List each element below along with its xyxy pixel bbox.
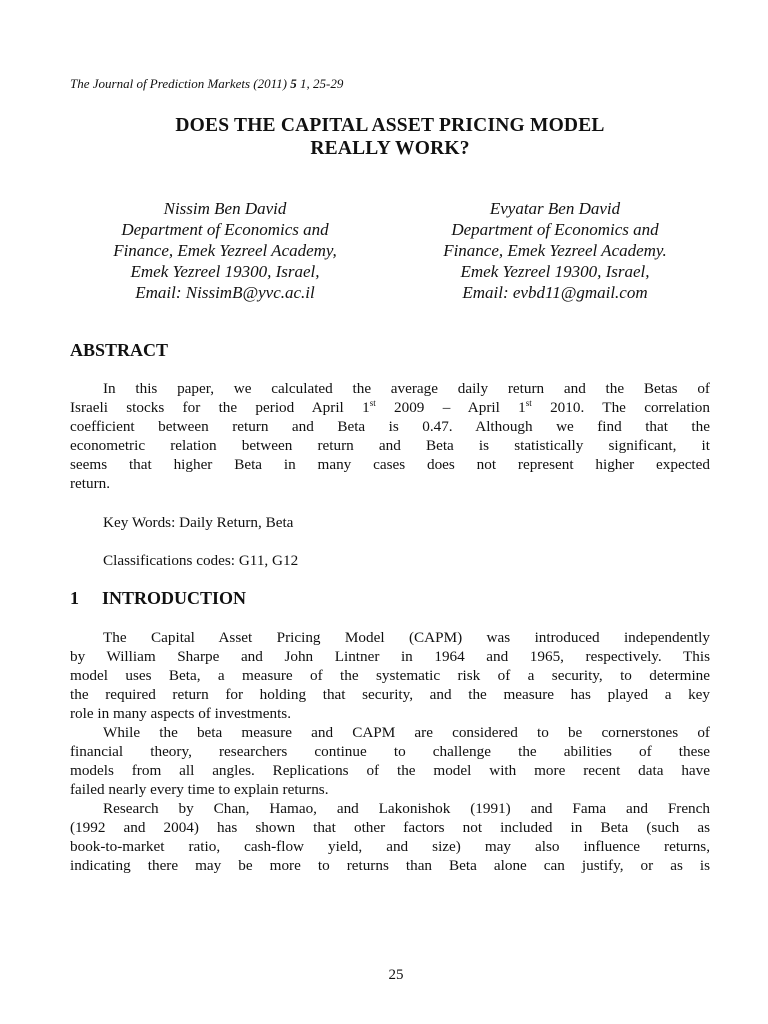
intro-line: model uses Beta, a measure of the systematic risk of a security, to determine: [70, 667, 710, 684]
author-name: Nissim Ben David: [163, 199, 287, 218]
intro-line: While the beta measure and CAPM are considered to be cornerstones of: [103, 724, 710, 741]
author-1: [70, 198, 380, 303]
abstract-line: In this paper, we calculated the average daily return and the Betas of: [103, 380, 710, 397]
abstract-paragraph: [70, 379, 710, 493]
journal-issue-pages: 1, 25-29: [300, 76, 344, 91]
intro-line: the required return for holding that security, and the measure has played a key: [70, 686, 710, 703]
introduction-heading: [70, 588, 246, 609]
abstract-line: [70, 398, 710, 417]
abstract-line: return.: [70, 475, 111, 492]
intro-line: The Capital Asset Pricing Model (CAPM) was introduced independently: [103, 629, 710, 646]
section-number: 1: [70, 588, 79, 608]
author-block: [70, 198, 710, 308]
abstract-heading: ABSTRACT: [70, 340, 169, 360]
intro-line: book-to-market ratio, cash-flow yield, and size) may also influence returns,: [70, 838, 710, 855]
intro-paragraph-2: [70, 723, 710, 799]
abstract-text: Israeli stocks for the period April 1: [70, 399, 370, 416]
journal-volume: 5: [290, 76, 297, 91]
intro-line: models from all angles. Replications of the model with more recent data have: [70, 762, 710, 779]
superscript: st: [525, 398, 532, 408]
intro-line: failed nearly every time to explain returns.: [70, 781, 329, 798]
keywords: Key Words: Daily Return, Beta: [103, 514, 294, 531]
superscript: st: [369, 398, 376, 408]
intro-line: (1992 and 2004) has shown that other factors not included in Beta (such as: [70, 819, 710, 836]
abstract-line: econometric relation between return and Beta is statistically significant, it: [70, 437, 710, 454]
classification-codes: Classifications codes: G11, G12: [103, 552, 299, 569]
intro-line: by William Sharpe and John Lintner in 1964 and 1965, respectively. This: [70, 648, 710, 665]
intro-paragraph-1: [70, 628, 710, 723]
abstract-line: seems that higher Beta in many cases does not represent higher expected: [70, 456, 710, 473]
title-line-2: REALLY WORK?: [310, 138, 470, 159]
intro-line: financial theory, researchers continue to challenge the abilities of these: [70, 743, 710, 760]
author-affiliation: Finance, Emek Yezreel Academy.: [443, 241, 667, 260]
page-number: 25: [388, 967, 404, 983]
section-title: INTRODUCTION: [102, 588, 247, 608]
abstract-text: 2009 – April 1: [375, 399, 526, 416]
journal-name: The Journal of Prediction Markets (2011): [70, 76, 287, 91]
journal-citation: [70, 76, 343, 92]
author-address: Emek Yezreel 19300, Israel,: [130, 262, 320, 281]
abstract-line: coefficient between return and Beta is 0.47. Although we find that the: [70, 418, 710, 435]
author-2: [400, 198, 710, 303]
abstract-text: 2010. The correlation: [531, 399, 710, 416]
intro-line: indicating there may be more to returns than Beta alone can justify, or as is: [70, 857, 710, 874]
intro-line: role in many aspects of investments.: [70, 705, 292, 722]
author-address: Emek Yezreel 19300, Israel,: [460, 262, 650, 281]
intro-line: Research by Chan, Hamao, and Lakonishok (1991) and Fama and French: [103, 800, 710, 817]
paper-title: [70, 114, 710, 160]
author-affiliation: Finance, Emek Yezreel Academy,: [113, 241, 337, 260]
author-affiliation: Department of Economics and: [451, 220, 659, 239]
author-name: Evyatar Ben David: [489, 199, 621, 218]
intro-paragraph-3: [70, 799, 710, 875]
author-email: Email: NissimB@yvc.ac.il: [135, 283, 315, 302]
author-affiliation: Department of Economics and: [121, 220, 329, 239]
title-line-1: DOES THE CAPITAL ASSET PRICING MODEL: [175, 115, 605, 136]
author-email: Email: evbd11@gmail.com: [462, 283, 648, 302]
